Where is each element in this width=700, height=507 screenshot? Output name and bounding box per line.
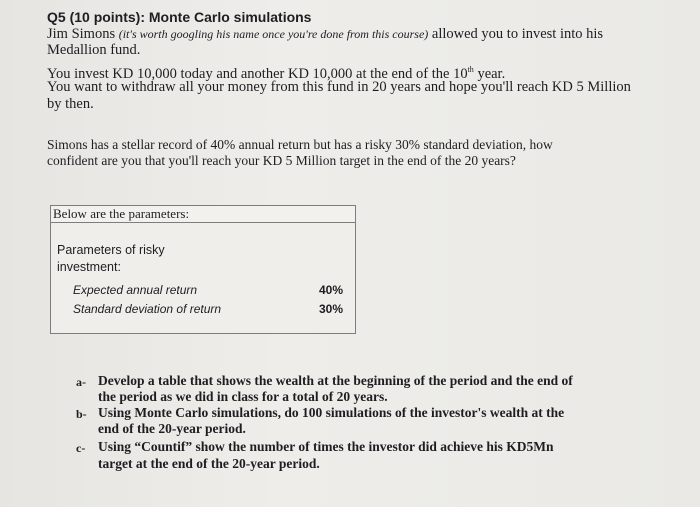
- task-b-line-1: Using Monte Carlo simulations, do 100 simulations of the investor's wealth at the: [98, 405, 565, 420]
- task-a-letter: a-: [76, 375, 86, 389]
- intro-line-2: Medallion fund.: [47, 42, 141, 58]
- task-b-letter: b-: [76, 407, 87, 421]
- parameters-title-line-2: investment:: [57, 260, 121, 274]
- question-heading: Q5 (10 points): Monte Carlo simulations: [47, 9, 312, 25]
- param-label-expected-return: Expected annual return: [73, 283, 198, 297]
- parameters-table: [50, 222, 356, 334]
- intro-line-1: [47, 26, 603, 42]
- intro-line-3a: You invest KD 10,000 today and another KD 10,000 at the end of the 10: [47, 65, 468, 82]
- intro-after-note: allowed you to invest into his: [431, 26, 604, 42]
- task-c: [98, 439, 554, 471]
- task-b: [98, 405, 564, 436]
- task-b-line-2: end of the 20-year period.: [98, 421, 246, 436]
- intro-line-4: You want to withdraw all your money from this fund in 20 years and hope you'll reach KD 5 Million: [47, 79, 631, 95]
- task-a-line-2: the period as we did in class for a total of 20 years.: [98, 389, 388, 404]
- param-value-expected-return: 40%: [319, 283, 344, 297]
- params-caption: Below are the parameters:: [53, 206, 190, 221]
- param-label-std-dev: Standard deviation of return: [73, 302, 222, 316]
- params-caption-box: [50, 205, 356, 222]
- task-a-line-1: Develop a table that shows the wealth at the beginning of the period and the end of: [98, 373, 573, 388]
- param-value-std-dev: 30%: [319, 302, 344, 316]
- intro-line-3-sup: th: [467, 65, 474, 74]
- intro-line-5: by then.: [47, 96, 94, 112]
- intro-name: Jim Simons: [47, 26, 116, 42]
- parameters-table-title: [57, 242, 165, 276]
- intro-paren-note: (it's worth googling his name once you're done from this course): [118, 27, 429, 41]
- task-c-letter: c-: [76, 441, 86, 455]
- task-c-line-1: Using “Countif” show the number of times the investor did achieve his KD5Mn: [98, 439, 554, 454]
- para2-line-1: Simons has a stellar record of 40% annual return but has a risky 30% standard deviation, how: [47, 137, 553, 152]
- intro-line-3b: year.: [477, 65, 506, 82]
- task-a: [98, 373, 573, 404]
- para2-line-2: confident are you that you'll reach your KD 5 Million target in the end of the 20 years?: [47, 153, 516, 168]
- parameters-title-line-1: Parameters of risky: [57, 243, 165, 257]
- task-c-line-2: target at the end of the 20-year period.: [98, 456, 320, 471]
